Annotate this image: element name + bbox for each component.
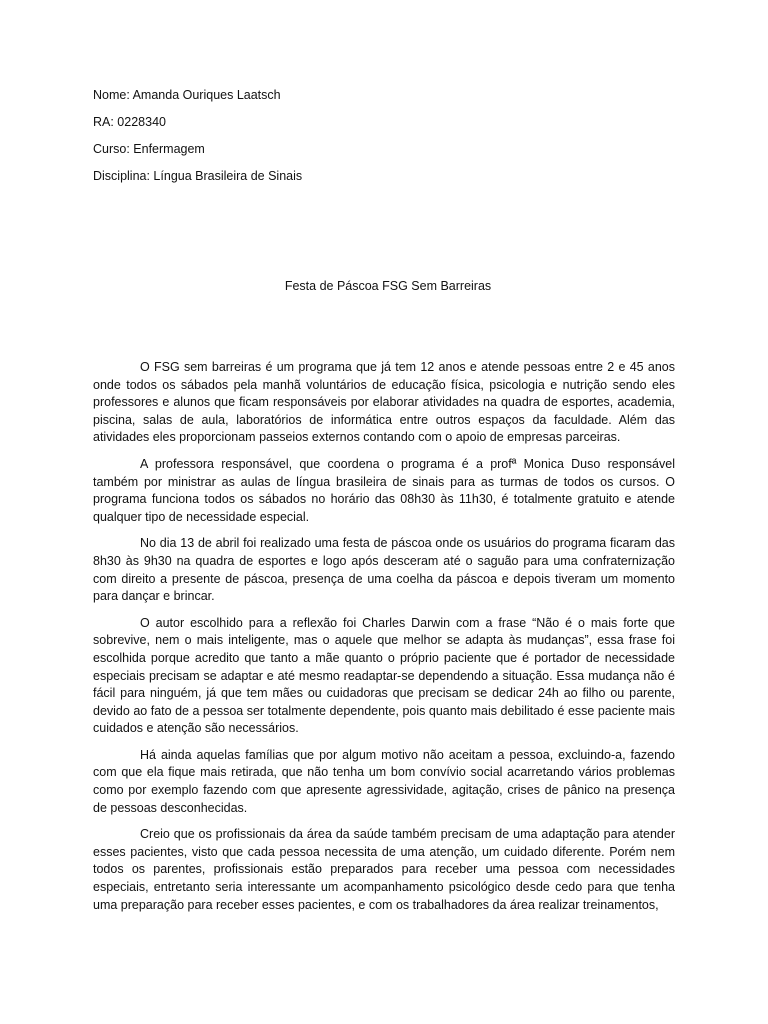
paragraph-reflection: O autor escolhido para a reflexão foi Charles Darwin com a frase “Não é o mais forte que sobrevive, nem o mais inteligente, mas o aquele que melhor se adapta às mudanças”, essa frase foi escolhida porque acredito que tanto a mãe quanto o próprio paciente que é portador de necessidade especiais precisam se adaptar e até mesmo readaptar-se dependendo a situação. Essa mudança não é fácil para ninguém, já que tem mães ou cuidadoras que precisam se dedicar 24h ao filho ou parente, devido ao fato de a pessoa ser totalmente dependente, pois quanto mais debilitado é esse paciente mais cuidados e atenção são necessários. — [93, 615, 675, 736]
document-title: Festa de Páscoa FSG Sem Barreiras — [284, 279, 492, 293]
paragraph-event: No dia 13 de abril foi realizado uma festa de páscoa onde os usuários do programa ficaram das 8h30 às 9h30 na quadra de esportes e logo após desceram até o saguão para uma confraternização com direito a presente de páscoa, presença de uma coelha da páscoa e depois tiveram um momento para dançar e brincar. — [93, 536, 675, 604]
paragraph-intro: O FSG sem barreiras é um programa que já tem 12 anos e atende pessoas entre 2 e 45 anos onde todos os sábados pela manhã voluntários de educação física, psicologia e nutrição sendo eles professores e alunos que ficam responsáveis por elaborar atividades na quadra de esportes, academia, piscina, salas de aula, laboratórios de informática entre outros espaços da faculdade. Além das atividades eles proporcionam passeios externos contando com o apoio de empresas parceiras. — [93, 360, 675, 445]
paragraph-coordinator: A professora responsável, que coordena o programa é a profª Monica Duso responsável também por ministrar as aulas de língua brasileira de sinais para as turmas de todos os cursos. O programa funciona todos os sábados no horário das 08h30 às 11h30, é totalmente gratuito e atende qualquer tipo de necessidade especial. — [93, 456, 675, 524]
paragraph-families: Há ainda aquelas famílias que por algum motivo não aceitam a pessoa, excluindo-a, fazendo com que ela fique mais retirada, que não tenha um bom convívio social acarretando vários problemas como por exemplo fazendo com que apresente agressividade, agitação, crises de pânico na presença de pessoas desconhecidas. — [93, 747, 675, 815]
paragraph-professionals: Creio que os profissionais da área da saúde também precisam de uma adaptação para atender esses pacientes, visto que cada pessoa necessita de uma atenção, um cuidado diferente. Porém nem todos os parentes, profissionais estão preparados para receber uma pessoa com necessidades especiais, entretanto seria interessante um acompanhamento psicológico desde cedo para que tenha uma preparação para receber esses pacientes, e com os trabalhadores da área realizar treinamentos, — [93, 827, 675, 912]
student-ra: RA: 0228340 — [93, 115, 166, 129]
student-discipline: Disciplina: Língua Brasileira de Sinais — [93, 169, 303, 183]
student-name: Nome: Amanda Ouriques Laatsch — [93, 88, 281, 102]
student-course: Curso: Enfermagem — [93, 142, 205, 156]
student-header — [93, 87, 683, 195]
document-body — [93, 359, 675, 923]
